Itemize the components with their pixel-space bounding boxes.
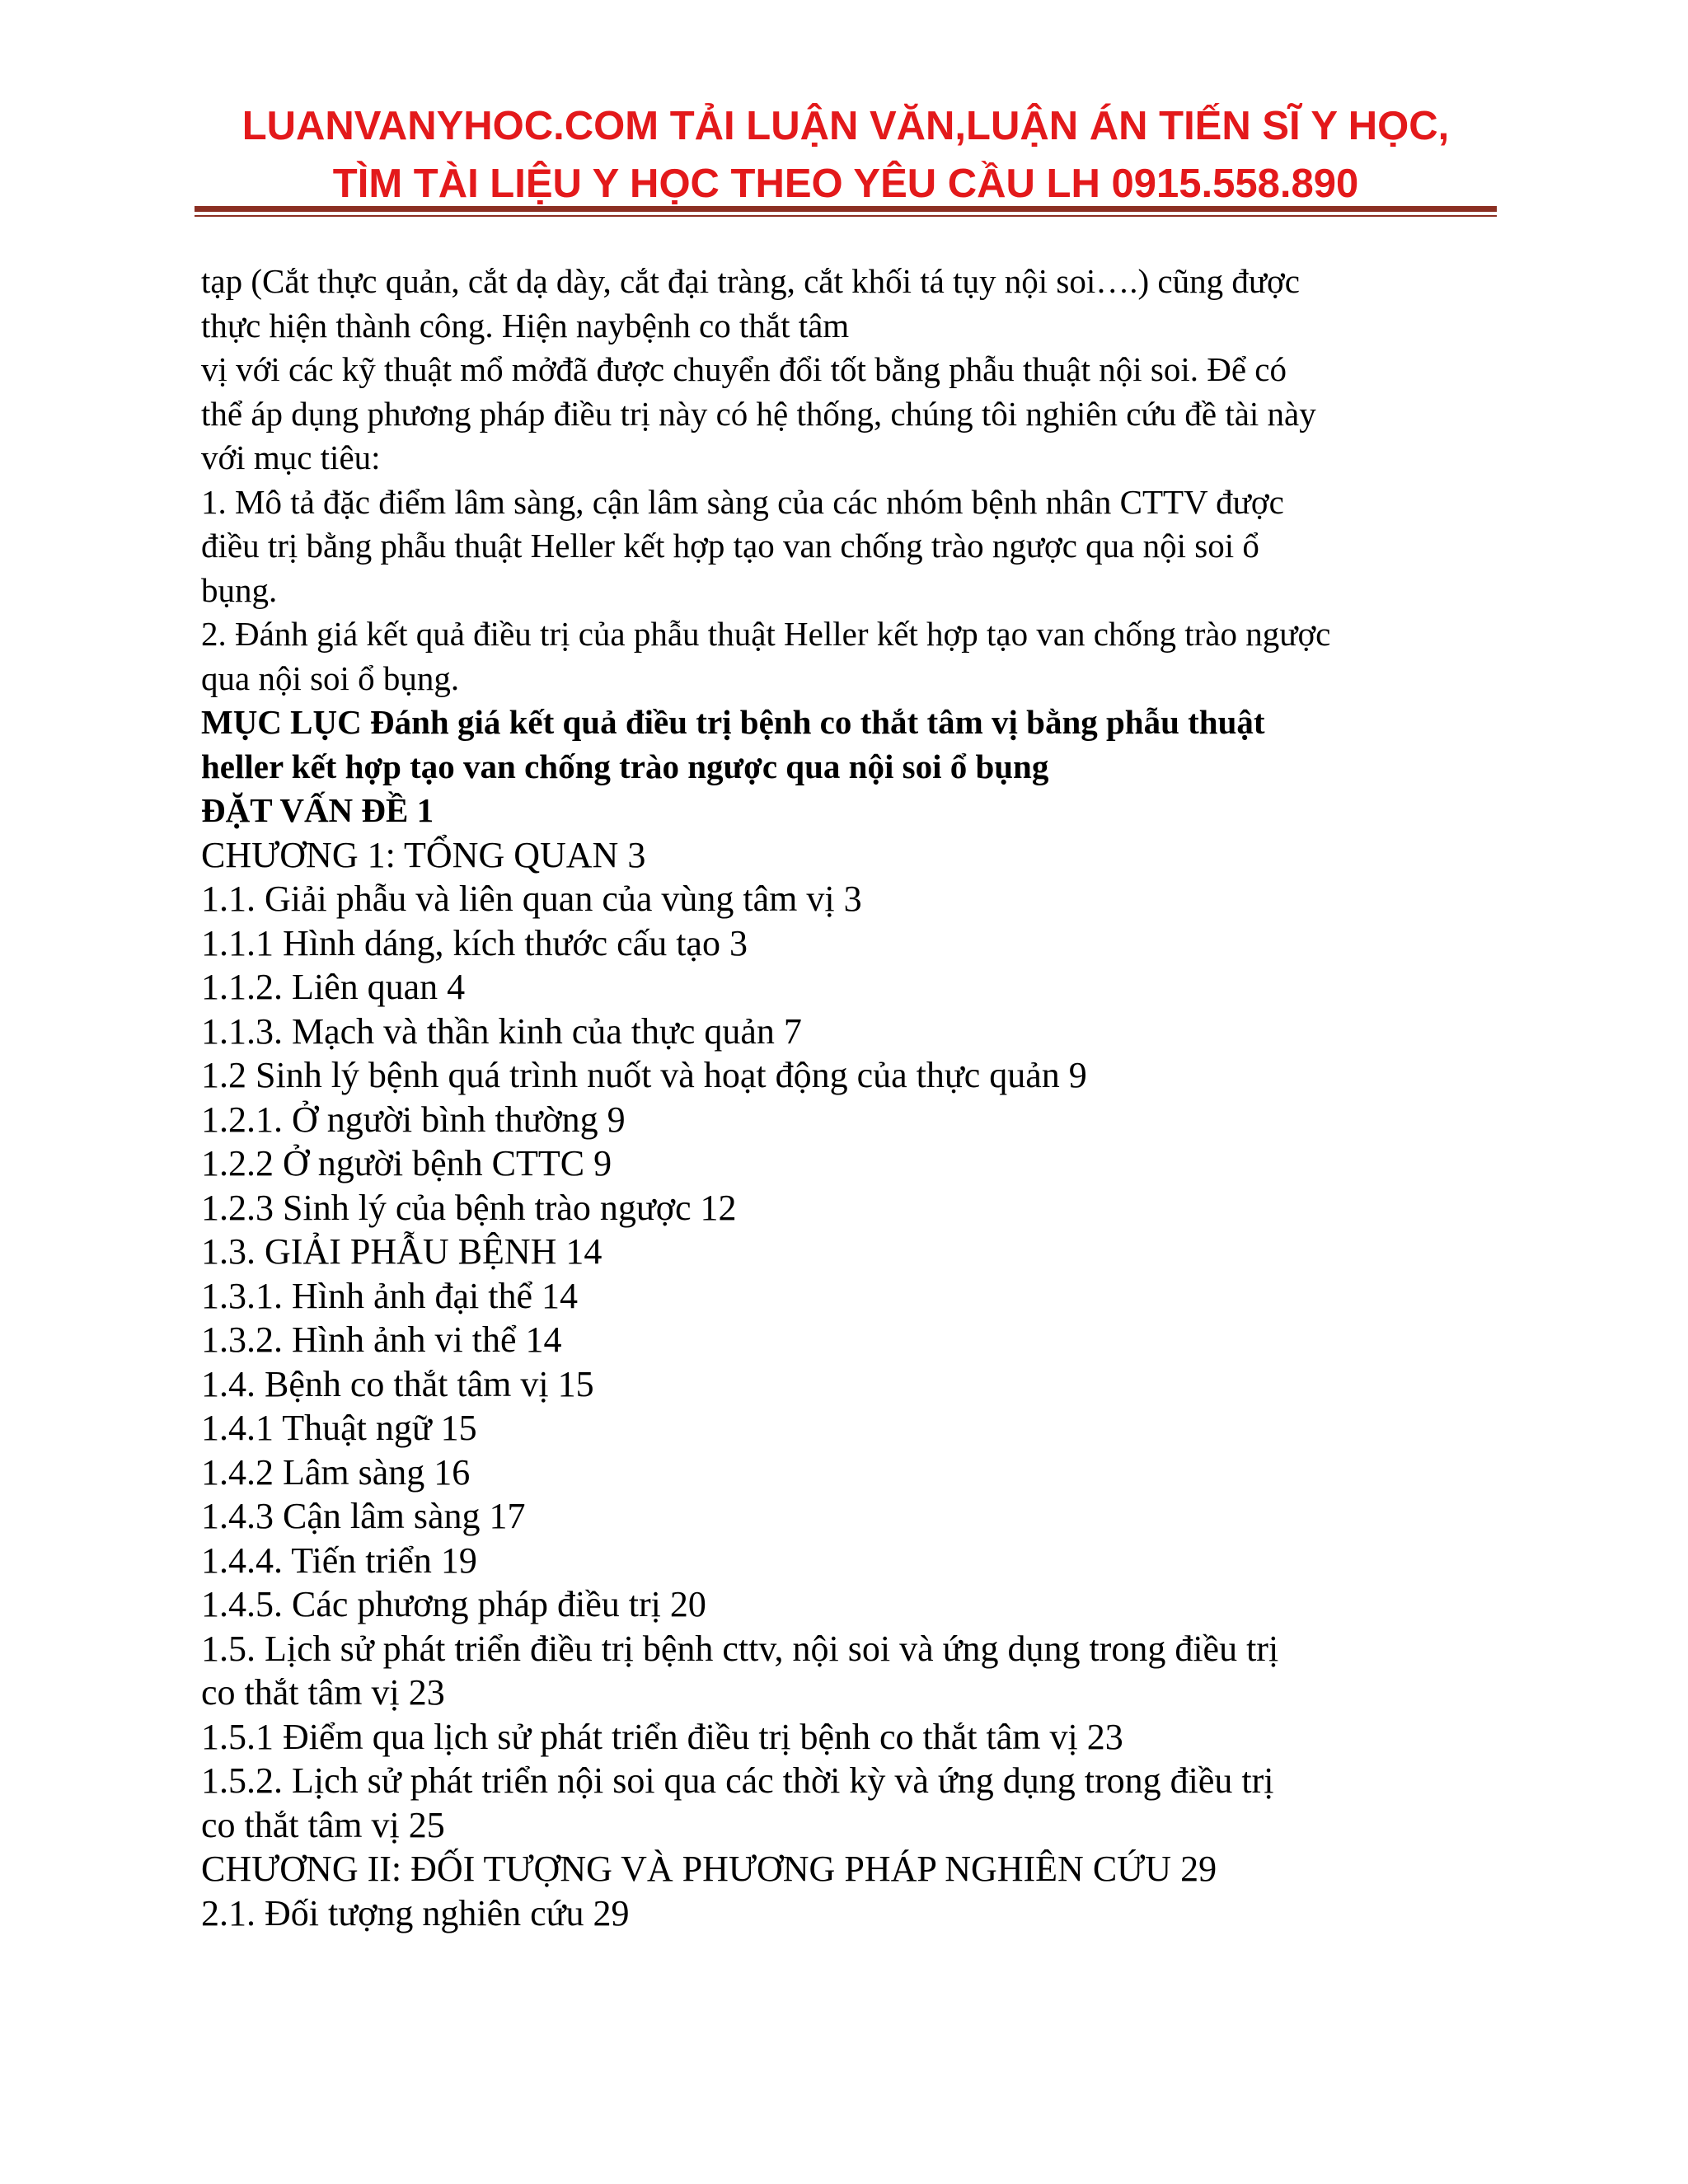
body-line: với mục tiêu: <box>201 438 381 476</box>
toc-entry: 1.5.1 Điểm qua lịch sử phát triển điều trị bệnh co thắt tâm vị 23 <box>201 1716 1123 1757</box>
toc-entry: 1.2.3 Sinh lý của bệnh trào ngược 12 <box>201 1187 737 1228</box>
objective-2: 2. Đánh giá kết quả điều trị của phẫu thuật Heller kết hợp tạo van chống trào ngược <box>201 615 1331 653</box>
toc-entry: 1.3.2. Hình ảnh vi thể 14 <box>201 1319 562 1360</box>
toc-entry: CHƯƠNG II: ĐỐI TƯỢNG VÀ PHƯƠNG PHÁP NGHIÊN CỨU 29 <box>201 1849 1217 1889</box>
body-line: thực hiện thành công. Hiện naybệnh co thắt tâm <box>201 306 850 344</box>
body-line: vị với các kỹ thuật mổ mởđã được chuyển đổi tốt bằng phẫu thuật nội soi. Để có <box>201 350 1287 388</box>
toc-entry: 1.5.2. Lịch sử phát triển nội soi qua các thời kỳ và ứng dụng trong điều trị <box>201 1760 1274 1801</box>
toc-entry: 1.2.1. Ở người bình thường 9 <box>201 1099 626 1140</box>
toc-entry: co thắt tâm vị 25 <box>201 1804 445 1845</box>
banner-line-2: TÌM TÀI LIỆU Y HỌC THEO YÊU CẦU LH 0915.558.890 <box>332 162 1359 206</box>
toc-entry-intro: ĐẶT VẤN ĐỀ 1 <box>201 791 434 829</box>
toc-entry: 1.1.2. Liên quan 4 <box>201 967 466 1007</box>
body-line: qua nội soi ổ bụng. <box>201 658 460 697</box>
banner-line-1: LUANVANYHOC.COM TẢI LUẬN VĂN,LUẬN ÁN TIẾN SĨ Y HỌC, <box>241 104 1450 148</box>
toc-entry: 1.4.1 Thuật ngữ 15 <box>201 1408 477 1448</box>
toc-entry: 1.1.3. Mạch và thần kinh của thực quản 7 <box>201 1010 802 1052</box>
body-line: tạp (Cắt thực quản, cắt dạ dày, cắt đại tràng, cắt khối tá tụy nội soi….) cũng được <box>201 262 1300 300</box>
body-line: thể áp dụng phương pháp điều trị này có hệ thống, chúng tôi nghiên cứu đề tài này <box>201 394 1316 433</box>
toc-entry: 2.1. Đối tượng nghiên cứu 29 <box>201 1892 630 1933</box>
toc-entry: 1.1. Giải phẫu và liên quan của vùng tâm vị 3 <box>201 879 862 919</box>
toc-entry: 1.2 Sinh lý bệnh quá trình nuốt và hoạt động của thực quản 9 <box>201 1055 1087 1095</box>
toc-entry: 1.4.2 Lâm sàng 16 <box>201 1451 471 1493</box>
toc-entry: CHƯƠNG 1: TỔNG QUAN 3 <box>201 834 646 875</box>
body-line: điều trị bằng phẫu thuật Heller kết hợp tạo van chống trào ngược qua nội soi ổ <box>201 527 1259 565</box>
toc-entry: 1.1.1 Hình dáng, kích thước cấu tạo 3 <box>201 922 748 963</box>
toc-entry: co thắt tâm vị 23 <box>201 1672 445 1713</box>
toc-entry: 1.3. GIẢI PHẪU BỆNH 14 <box>201 1231 603 1272</box>
toc-entry: 1.2.2 Ở người bệnh CTTC 9 <box>201 1143 612 1183</box>
body-line: bụng. <box>201 570 278 609</box>
toc-entry: 1.5. Lịch sử phát triển điều trị bệnh cttv, nội soi và ứng dụng trong điều trị <box>201 1628 1279 1669</box>
objective-1: 1. Mô tả đặc điểm lâm sàng, cận lâm sàng của các nhóm bệnh nhân CTTV được <box>201 482 1284 521</box>
header-rule-thin <box>195 215 1497 217</box>
toc-entry: 1.4.5. Các phương pháp điều trị 20 <box>201 1584 706 1624</box>
toc-title: MỤC LỤC Đánh giá kết quả điều trị bệnh co thắt tâm vị bằng phẫu thuật <box>201 703 1265 741</box>
site-banner <box>195 97 1497 213</box>
toc-entry: 1.3.1. Hình ảnh đại thể 14 <box>201 1275 579 1316</box>
toc-entry: 1.4.3 Cận lâm sàng 17 <box>201 1496 526 1536</box>
toc-entry: 1.4. Bệnh co thắt tâm vị 15 <box>201 1363 594 1404</box>
document-body <box>201 260 1503 1935</box>
toc-title: heller kết hợp tạo van chống trào ngược qua nội soi ổ bụng <box>201 747 1049 785</box>
header-rule-thick <box>195 206 1497 212</box>
toc-entry: 1.4.4. Tiến triển 19 <box>201 1540 477 1581</box>
